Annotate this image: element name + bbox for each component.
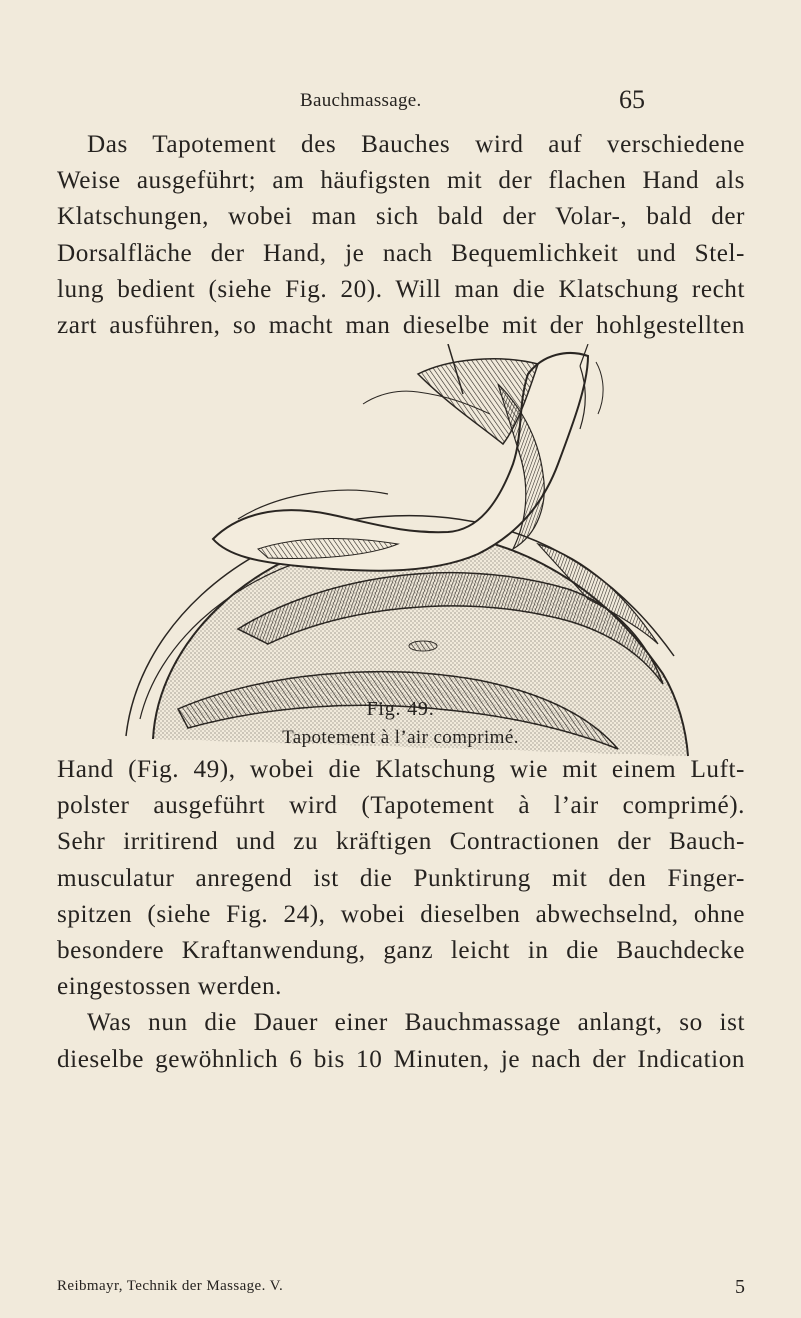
- text-line: Sehr irritirend und zu kräftigen Contractionen der Bauch-: [57, 828, 745, 856]
- figure-caption: Tapotement à l’air comprimé.: [282, 727, 519, 748]
- text-line: musculatur anregend ist die Punktirung mit den Finger-: [57, 864, 745, 892]
- text-line: Weise ausgeführt; am häufigsten mit der flachen Hand als: [57, 167, 745, 195]
- text-line: dieselbe gewöhnlich 6 bis 10 Minuten, je nach der Indication: [57, 1045, 745, 1073]
- text-line: Dorsalfläche der Hand, je nach Bequemlichkeit und Stel-: [57, 239, 745, 267]
- text-line: eingestossen werden.: [57, 973, 283, 1001]
- paragraph-1: [57, 127, 745, 344]
- signature-mark: 5: [735, 1276, 745, 1298]
- text-line: besondere Kraftanwendung, ganz leicht in die Bauchdecke: [57, 936, 745, 964]
- page-header: [0, 86, 801, 116]
- text-line: lung bedient (siehe Fig. 20). Will man die Klatschung recht: [57, 275, 745, 303]
- text-line: Das Tapotement des Bauches wird auf verschiedene: [87, 131, 745, 158]
- page-footer: [57, 1276, 745, 1300]
- text-line: Hand (Fig. 49), wobei die Klatschung wie mit einem Luft-: [57, 756, 745, 783]
- running-head: Bauchmassage.: [300, 90, 422, 111]
- text-line: spitzen (siehe Fig. 24), wobei dieselben abwechselnd, ohne: [57, 900, 745, 928]
- text-line: Was nun die Dauer einer Bauchmassage anlangt, so ist: [87, 1009, 745, 1037]
- page-number: 65: [619, 85, 645, 114]
- figure-label: Fig. 49.: [366, 698, 435, 720]
- text-line: Klatschungen, wobei man sich bald der Volar-, bald der: [57, 203, 745, 231]
- paragraph-2: [57, 752, 745, 1078]
- publisher-credit: Reibmayr, Technik der Massage. V.: [57, 1278, 284, 1294]
- text-line: polster ausgeführt wird (Tapotement à l’air comprimé).: [57, 792, 745, 820]
- text-line: zart ausführen, so macht man dieselbe mit der hohlgestellten: [57, 311, 745, 339]
